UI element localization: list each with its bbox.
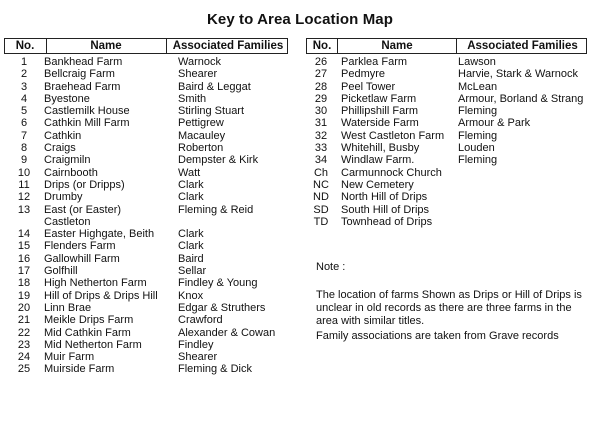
row-families: Edgar & Struthers: [178, 301, 266, 314]
row-families: Pettigrew: [178, 117, 224, 130]
row-number: 34: [314, 154, 328, 167]
table-row: [306, 167, 587, 179]
table-row: [4, 56, 288, 68]
row-families: Warnock: [178, 56, 221, 68]
row-families: Fleming & Reid: [178, 203, 254, 216]
table-row: [4, 142, 288, 154]
row-name: Golfhill: [44, 265, 78, 278]
row-number: 7: [20, 129, 28, 142]
row-number: 31: [314, 117, 328, 130]
row-number: 29: [314, 92, 328, 105]
row-number: 13: [17, 203, 31, 216]
row-name: Linn Brae: [44, 301, 92, 314]
note-paragraph: The location of farms Shown as Drips or Hill of Drips is unclear in old records as there are three farms in the area with similar titles.: [316, 289, 582, 327]
row-number: Ch: [313, 166, 329, 179]
row-families: Clark: [178, 228, 204, 241]
row-name: South Hill of Drips: [341, 203, 430, 216]
row-families: Fleming: [458, 105, 498, 118]
row-name: Townhead of Drips: [341, 215, 433, 228]
page-title: Key to Area Location Map: [206, 11, 394, 28]
row-families: Sellar: [178, 265, 207, 278]
table-row: [4, 228, 288, 240]
table-row: [4, 290, 288, 302]
row-families: Crawford: [178, 314, 223, 327]
row-name: Flenders Farm: [44, 240, 116, 253]
row-name: Drips (or Dripps): [44, 178, 125, 191]
row-name: Bankhead Farm: [44, 56, 123, 68]
row-families: Shearer: [178, 351, 218, 364]
row-families: Armour, Borland & Strang: [458, 92, 584, 105]
row-families: McLean: [458, 80, 498, 93]
row-number: 16: [17, 252, 31, 265]
row-number: 24: [17, 351, 31, 364]
row-families: Dempster & Kirk: [178, 154, 259, 167]
row-number: 3: [20, 80, 28, 93]
table-row: [306, 56, 587, 68]
table-row: [306, 204, 587, 216]
table-row: [306, 142, 587, 154]
table-row: [306, 117, 587, 129]
row-number: 32: [314, 129, 328, 142]
right-rows: [306, 56, 587, 228]
row-name: Bellcraig Farm: [44, 68, 115, 81]
row-families: Lawson: [458, 56, 496, 68]
table-row: [4, 191, 288, 203]
table-row: [306, 81, 587, 93]
table-row: [4, 327, 288, 339]
row-number: ND: [313, 191, 329, 204]
row-families: Macauley: [178, 129, 226, 142]
row-name: Hill of Drips & Drips Hill: [44, 289, 158, 302]
header-no: No.: [15, 40, 35, 52]
row-families: Baird: [178, 252, 204, 265]
row-number: 17: [17, 265, 31, 278]
table-row: [4, 117, 288, 129]
row-name: West Castleton Farm: [341, 129, 445, 142]
row-families: Smith: [178, 92, 207, 105]
table-row: [4, 130, 288, 142]
row-name: Parklea Farm: [341, 56, 408, 68]
row-number: 26: [314, 56, 328, 68]
table-row: [4, 204, 288, 216]
table-row: [4, 302, 288, 314]
row-name: Byestone: [44, 92, 90, 105]
note-paragraph: Family associations are taken from Grave records: [316, 330, 559, 342]
row-number: 15: [17, 240, 31, 253]
row-number: 25: [17, 363, 31, 376]
row-number: 22: [17, 326, 31, 339]
table-row: [4, 277, 288, 289]
row-families: Shearer: [178, 68, 218, 81]
table-header: [306, 38, 587, 54]
table-row: [4, 179, 288, 191]
row-name: New Cemetery: [341, 178, 414, 191]
row-number: 9: [20, 154, 28, 167]
table-row: [4, 154, 288, 166]
row-name: North Hill of Drips: [341, 191, 428, 204]
row-families: Watt: [178, 166, 201, 179]
row-name: Drumby: [44, 191, 83, 204]
row-families: Alexander & Cowan: [178, 326, 276, 339]
row-families: Findley & Young: [178, 277, 258, 290]
row-number: 1: [20, 56, 28, 68]
table-row: [4, 351, 288, 363]
table-row: [4, 167, 288, 179]
table-row: [306, 191, 587, 203]
row-name: Gallowhill Farm: [44, 252, 120, 265]
row-name: Phillipshill Farm: [341, 105, 419, 118]
row-name: Easter Highgate, Beith: [44, 228, 155, 241]
row-name: Castleton: [44, 215, 91, 228]
table-row: [4, 253, 288, 265]
row-families: Harvie, Stark & Warnock: [458, 68, 579, 81]
row-name: Muir Farm: [44, 351, 95, 364]
row-number: 19: [17, 289, 31, 302]
row-name: Whitehill, Busby: [341, 142, 420, 155]
header-families: Associated Families: [172, 40, 284, 52]
row-name: Meikle Drips Farm: [44, 314, 134, 327]
row-families: Clark: [178, 240, 204, 253]
row-name: Braehead Farm: [44, 80, 121, 93]
row-name: Picketlaw Farm: [341, 92, 417, 105]
table-row: [306, 105, 587, 117]
table-row: [4, 81, 288, 93]
row-name: Waterside Farm: [341, 117, 419, 130]
row-number: 28: [314, 80, 328, 93]
row-number: 21: [17, 314, 31, 327]
row-number: 14: [17, 228, 31, 241]
row-number: 5: [20, 105, 28, 118]
row-name: Peel Tower: [341, 80, 396, 93]
row-families: Stirling Stuart: [178, 105, 245, 118]
row-name: Pedmyre: [341, 68, 386, 81]
row-number: 30: [314, 105, 328, 118]
row-number: 27: [314, 68, 328, 81]
row-number: 10: [17, 166, 31, 179]
row-families: Clark: [178, 191, 204, 204]
header-no: No.: [312, 40, 332, 52]
table-row: [4, 339, 288, 351]
table-row: [4, 265, 288, 277]
row-number: 20: [17, 301, 31, 314]
table-row: [4, 93, 288, 105]
left-rows: [4, 56, 288, 376]
row-number: 11: [18, 178, 30, 191]
row-name: Mid Cathkin Farm: [44, 326, 131, 339]
table-row: [306, 68, 587, 80]
row-name: Cathkin Mill Farm: [44, 117, 130, 130]
table-row: [306, 93, 587, 105]
row-families: Fleming: [458, 129, 498, 142]
row-number: 6: [20, 117, 28, 130]
row-name: Carmunnock Church: [341, 166, 442, 179]
row-number: 12: [17, 191, 31, 204]
row-families: Fleming & Dick: [178, 363, 252, 376]
row-number: 8: [20, 142, 28, 155]
row-name: High Netherton Farm: [44, 277, 147, 290]
table-row: [4, 363, 288, 375]
row-families: Roberton: [178, 142, 224, 155]
row-number: 23: [17, 338, 31, 351]
table-row: [306, 130, 587, 142]
row-name: Craigs: [44, 142, 76, 155]
row-name: Windlaw Farm.: [341, 154, 415, 167]
row-number: 33: [314, 142, 328, 155]
row-name: Craigmiln: [44, 154, 91, 167]
row-name: East (or Easter): [44, 203, 122, 216]
row-name: Castlemilk House: [44, 105, 130, 118]
row-number: 18: [17, 277, 31, 290]
row-name: Cathkin: [44, 129, 82, 142]
row-number: 4: [20, 92, 28, 105]
header-families: Associated Families: [467, 40, 578, 52]
row-families: Louden: [458, 142, 495, 155]
row-families: Knox: [178, 289, 204, 302]
row-number: NC: [313, 178, 329, 191]
row-families: Fleming: [458, 154, 498, 167]
row-name: Cairnbooth: [44, 166, 98, 179]
row-name: Mid Netherton Farm: [44, 338, 142, 351]
row-families: Clark: [178, 178, 204, 191]
note-title: Note :: [316, 261, 346, 273]
table-row: [4, 105, 288, 117]
row-name: Muirside Farm: [44, 363, 115, 376]
table-row: [306, 154, 587, 166]
right-table: [306, 38, 587, 228]
table-row: [306, 216, 587, 228]
table-row: [4, 240, 288, 252]
row-number: SD: [313, 203, 329, 216]
row-number: TD: [313, 215, 329, 228]
header-name: Name: [381, 40, 413, 52]
row-families: Armour & Park: [458, 117, 531, 130]
row-families: Findley: [178, 338, 214, 351]
table-row: [4, 314, 288, 326]
table-row: [4, 68, 288, 80]
header-name: Name: [90, 40, 122, 52]
table-row: [306, 179, 587, 191]
row-number: 2: [20, 68, 28, 81]
table-header: [4, 38, 288, 54]
table-row: [4, 216, 288, 228]
left-table: [4, 38, 288, 376]
row-families: Baird & Leggat: [178, 80, 251, 93]
